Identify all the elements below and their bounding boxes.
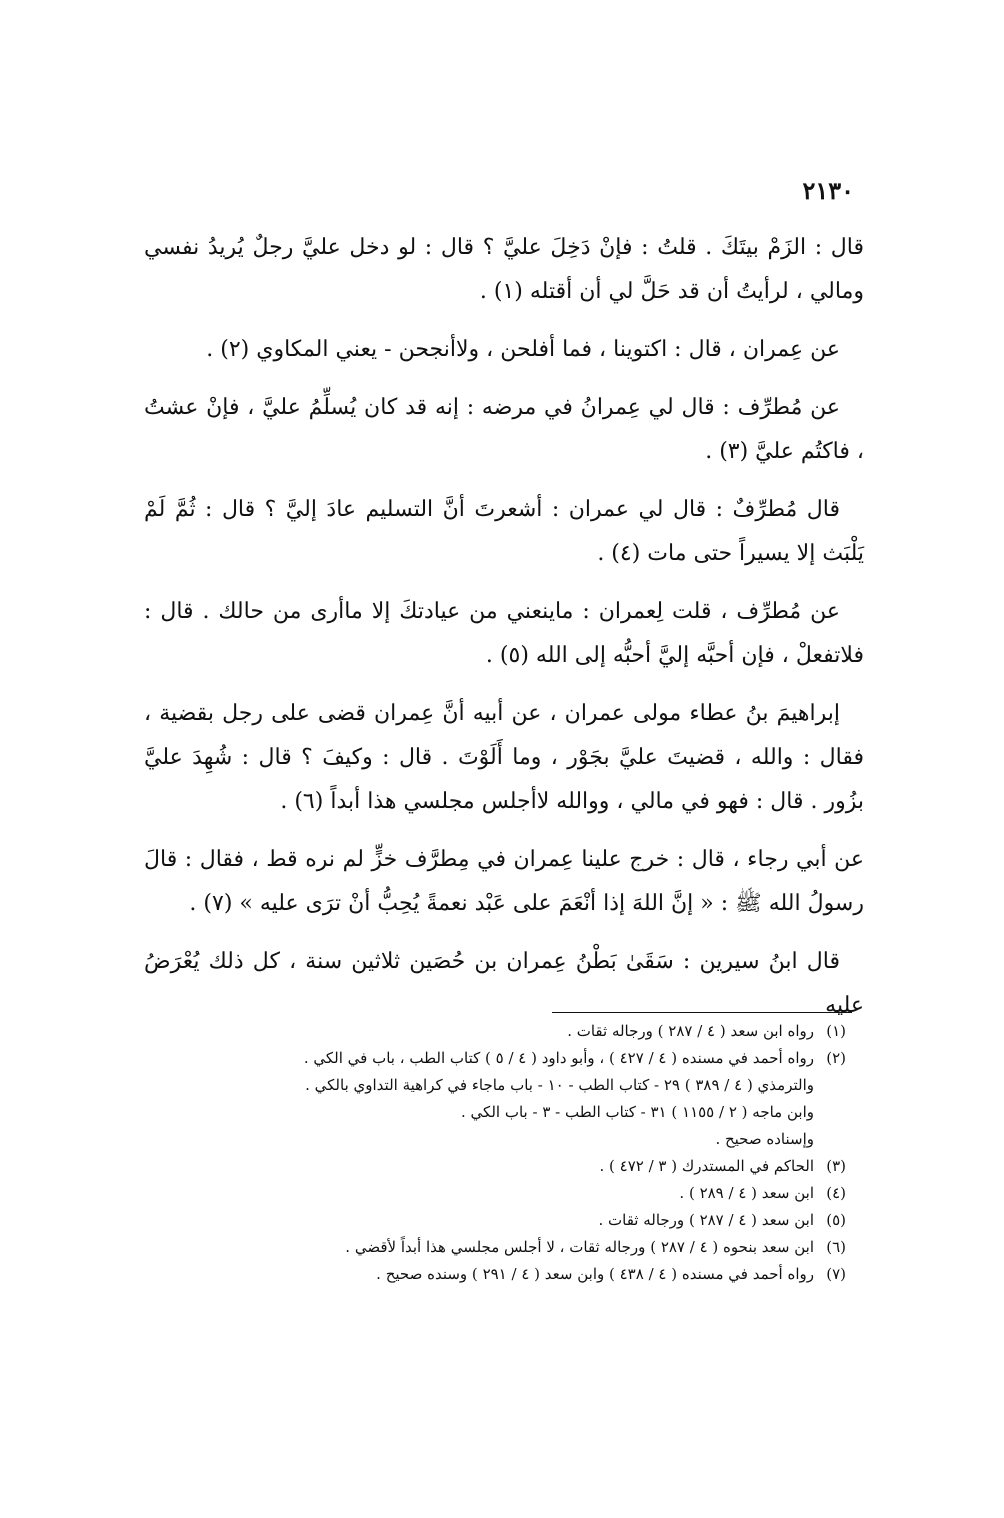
footnote-text: ابن سعد ( ٤ / ٢٨٩ ) . — [679, 1184, 814, 1202]
paragraph: قال ابنُ سيرين : سَقَىٰ بَطْنُ عِمران بن حُصَين ثلاثين سنة ، كل ذلك يُعْرَضُ عليه — [144, 949, 864, 1018]
paragraph: عن مُطرِّف ، قلت لِعمران : ماينعني من عيادتكَ إلا ماأرى من حالك . قال : فلاتفعلْ ، فإن أحبَّه إليَّ أحبُّه إلى الله (٥) . — [144, 599, 864, 668]
footnote-number: (٧) — [826, 1265, 846, 1283]
paragraph: قال : الزَمْ بيتَكَ . قلتُ : فإنْ دَخِلَ عليَّ ؟ قال : لو دخل عليَّ رجلٌ يُريدُ نفسي ومالي ، لرأيتُ أن قد حَلَّ لي أن أقتله (١) . — [144, 235, 864, 304]
footnote-number: (٦) — [826, 1238, 846, 1256]
footnote-divider — [552, 1012, 852, 1013]
footnote-text: والترمذي ( ٤ / ٣٨٩ ) ٢٩ - كتاب الطب - ١٠ - باب ماجاء في كراهية التداوي بالكي . — [305, 1076, 814, 1094]
footnote-text: رواه ابن سعد ( ٤ / ٢٨٧ ) ورجاله ثقات . — [567, 1022, 814, 1040]
footnote-text: ابن سعد بنحوه ( ٤ / ٢٨٧ ) ورجاله ثقات ، لا أجلس مجلسي هذا أبداً لأقضي . — [345, 1238, 814, 1256]
paragraph: عن أبي رجاء ، قال : خرج علينا عِمران في مِطرَّف خزٍّ لم نره قط ، فقال : قالَ رسولُ الله ﷺ : « إنَّ اللهَ إذا أنْعَمَ على عَبْد نعمةً يُحِبُّ أنْ ترَى عليه » (٧) . — [144, 847, 864, 916]
footnote-number: (١) — [826, 1022, 846, 1040]
main-text — [144, 226, 864, 1042]
page-number: ٢١٣٠ — [802, 176, 854, 205]
footnote-item — [286, 1126, 846, 1153]
paragraph: قال مُطرِّفٌ : قال لي عمران : أشعرتَ أنَّ التسليم عادَ إليَّ ؟ قال : ثُمَّ لَمْ يَلْبَث إلا يسيراً حتى مات (٤) . — [144, 497, 864, 566]
footnote-number: (٢) — [826, 1049, 846, 1067]
footnote-item — [286, 1261, 846, 1288]
footnote-item — [286, 1018, 846, 1045]
footnote-text: رواه أحمد في مسنده ( ٤ / ٤٢٧ ) ، وأبو داود ( ٤ / ٥ ) كتاب الطب ، باب في الكي . — [303, 1049, 814, 1067]
footnote-text: رواه أحمد في مسنده ( ٤ / ٤٣٨ ) وابن سعد ( ٤ / ٢٩١ ) وسنده صحيح . — [376, 1265, 814, 1283]
footnote-item — [286, 1207, 846, 1234]
paragraph: إبراهيمَ بنُ عطاء مولى عمران ، عن أبيه أنَّ عِمران قضى على رجل بقضية ، فقال : والله ، قضيتَ عليَّ بجَوْر ، وما أَلَوْتَ . قال : وكيفَ ؟ قال : شُهِدَ عليَّ بزُور . قال : فهو في مالي ، ووالله لاأجلس مجلسي هذا أبداً (٦) . — [144, 701, 864, 814]
footnote-text: الحاكم في المستدرك ( ٣ / ٤٧٢ ) . — [599, 1157, 814, 1175]
footnote-item — [286, 1180, 846, 1207]
footnote-text: وابن ماجه ( ٢ / ١١٥٥ ) ٣١ - كتاب الطب - ٣ - باب الكي . — [461, 1103, 814, 1121]
footnote-item — [286, 1099, 846, 1126]
paragraph: عن مُطرِّف : قال لي عِمرانُ في مرضه : إنه قد كان يُسلِّمُ عليَّ ، فإنْ عشتُ ، فاكتُم عليَّ (٣) . — [144, 395, 864, 464]
footnote-item — [286, 1045, 846, 1072]
footnote-text: ابن سعد ( ٤ / ٢٨٧ ) ورجاله ثقات . — [598, 1211, 814, 1229]
footnote-number: (٤) — [826, 1184, 846, 1202]
footnote-item — [286, 1072, 846, 1099]
footnote-item — [286, 1153, 846, 1180]
footnote-text: وإسناده صحيح . — [715, 1130, 814, 1148]
footnote-number: (٣) — [826, 1157, 846, 1175]
footnotes — [286, 1018, 846, 1288]
paragraph: عن عِمران ، قال : اكتوينا ، فما أفلحن ، ولاأنجحن - يعني المكاوي (٢) . — [206, 337, 840, 362]
footnote-number: (٥) — [826, 1211, 846, 1229]
footnote-item — [286, 1234, 846, 1261]
